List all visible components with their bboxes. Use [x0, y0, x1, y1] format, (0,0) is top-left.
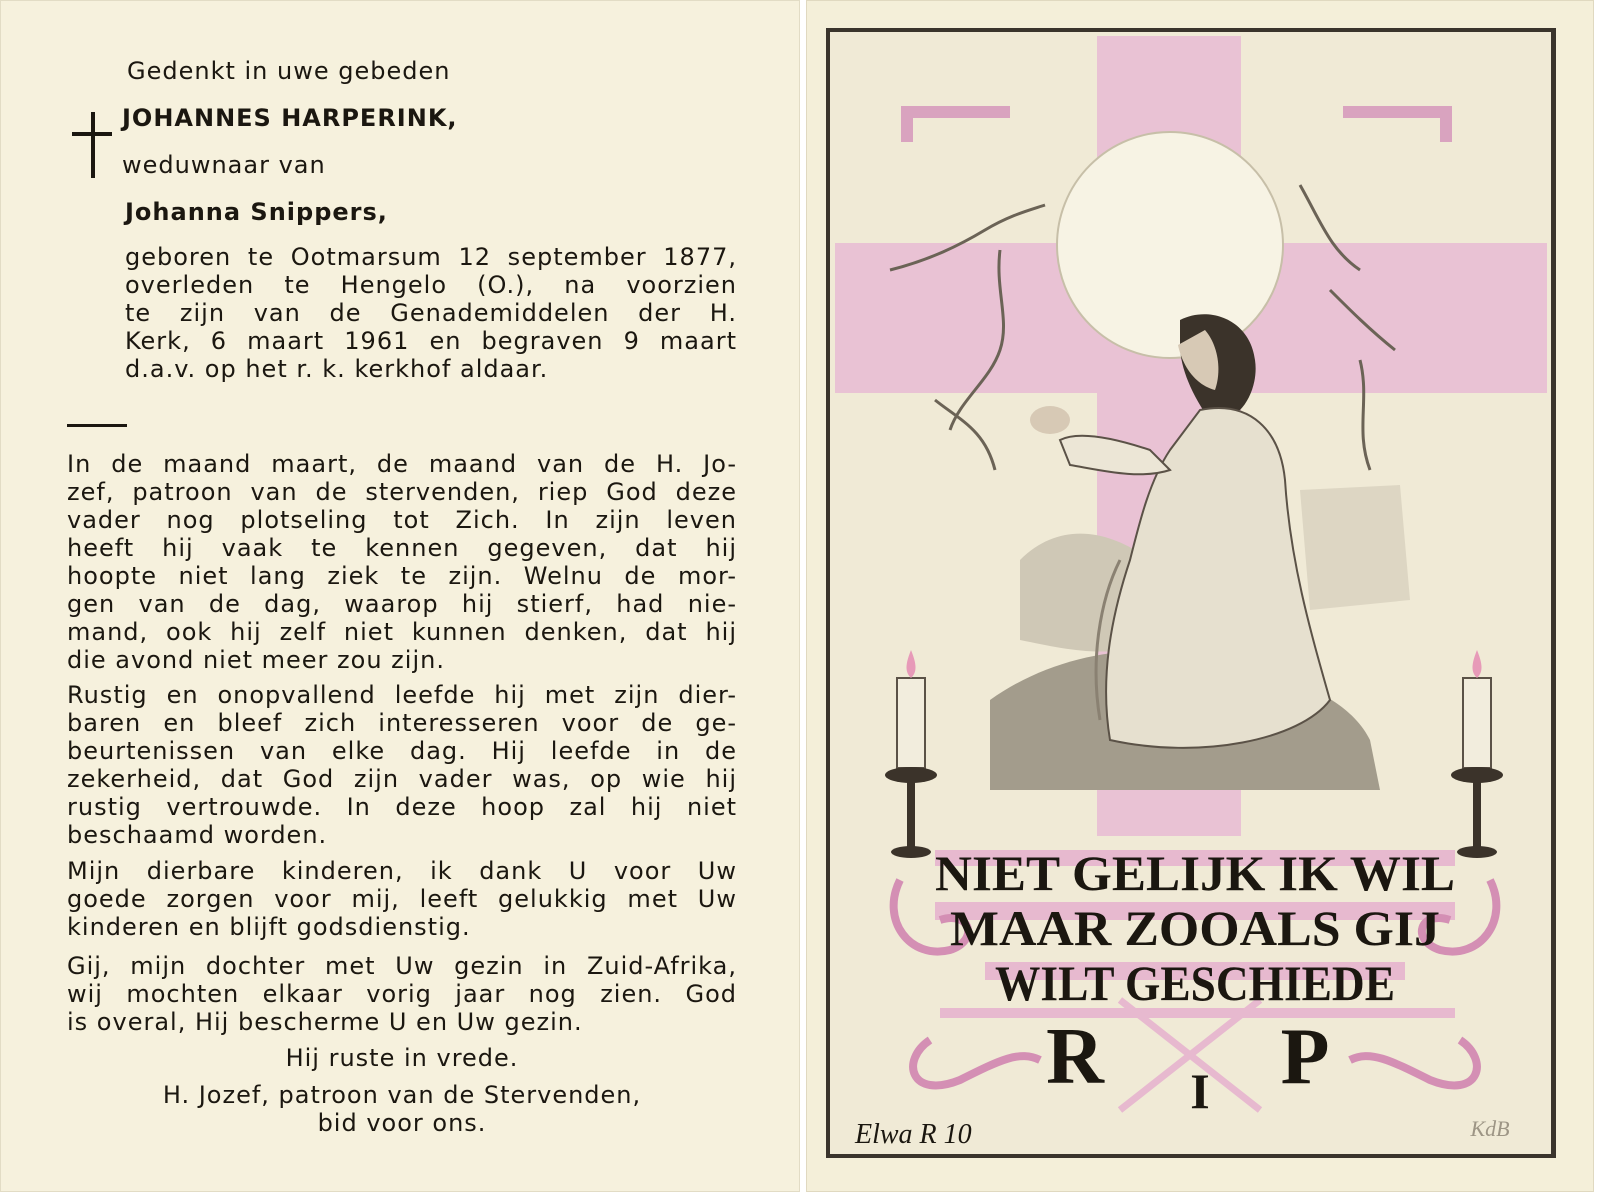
- prayer-line: bid voor ons.: [317, 1109, 487, 1137]
- publisher-mark: Elwa R 10: [855, 1119, 972, 1150]
- artist-mark: KdB: [1470, 1116, 1510, 1141]
- corner-ornament: [901, 106, 1010, 142]
- candle-left: [885, 650, 937, 858]
- text-line: Mijn dierbare kinderen, ik dank U voor Uw: [67, 857, 737, 885]
- motto-line-3: WILT GESCHIEDE: [995, 955, 1395, 1011]
- distant-building: [1300, 485, 1410, 610]
- text-line: baren en bleef zich interesseren voor de ge-: [67, 709, 737, 737]
- text-line: die avond niet meer zou zijn.: [67, 646, 445, 674]
- intro-line: Gedenkt in uwe gebeden: [127, 57, 451, 85]
- text-line: In de maand maart, de maand van de H. Jo-: [67, 450, 737, 478]
- spouse-name: Johanna Snippers,: [125, 198, 388, 226]
- text-line: Rustig en onopvallend leefde hij met zijn dier-: [67, 681, 737, 709]
- text-line: heeft hij vaak te kennen gegeven, dat hij: [67, 534, 737, 562]
- corner-ornament: [1343, 106, 1452, 142]
- closing-line: Hij ruste in vrede.: [285, 1044, 519, 1072]
- deceased-name: JOHANNES HARPERINK,: [122, 104, 458, 132]
- text-line: is overal, Hij bescherme U en Uw gezin.: [67, 1008, 583, 1036]
- bio-line: te zijn van de Genademiddelen der H.: [125, 299, 737, 327]
- ribbon-right-lower: [1350, 1040, 1477, 1085]
- text-line: hoopte niet lang ziek te zijn. Welnu de mor-: [67, 562, 737, 590]
- text-line: wij mochten elkaar vorig jaar nog zien. God: [67, 980, 737, 1008]
- candle-right: [1451, 650, 1503, 858]
- halo: [1057, 132, 1283, 358]
- text-line: rustig vertrouwde. In deze hoop zal hij niet: [67, 793, 737, 821]
- text-line: zekerheid, dat God zijn vader was, op wie hij: [67, 765, 737, 793]
- bio-line: overleden te Hengelo (O.), na voorzien: [125, 271, 737, 299]
- text-line: gen van de dag, waarop hij stierf, had nie-: [67, 590, 737, 618]
- text-line: beurtenissen van elke dag. Hij leefde in de: [67, 737, 737, 765]
- figure-hands: [1030, 406, 1070, 434]
- text-line: vader nog plotseling tot Zich. In zijn leven: [67, 506, 737, 534]
- text-line: zef, patroon van de stervenden, riep God deze: [67, 478, 737, 506]
- bio-line: Kerk, 6 maart 1961 en begraven 9 maart: [125, 327, 737, 355]
- bio-line: geboren te Ootmarsum 12 september 1877,: [125, 243, 737, 271]
- bio-line: d.a.v. op het r. k. kerkhof aldaar.: [125, 355, 549, 383]
- rip-letter-i: I: [1190, 1063, 1210, 1119]
- text-line: mand, ook hij zelf niet kunnen denken, dat hij: [67, 618, 737, 646]
- motto-line-1: NIET GELIJK IK WIL: [935, 845, 1455, 901]
- relation-line: weduwnaar van: [122, 151, 326, 179]
- ribbon-left-lower: [913, 1040, 1040, 1085]
- rip-letter-p: P: [1280, 1013, 1330, 1101]
- rip-letter-r: R: [1046, 1013, 1104, 1101]
- text-line: Gij, mijn dochter met Uw gezin in Zuid-Afrika,: [67, 952, 737, 980]
- prayer-line: H. Jozef, patroon van de Stervenden,: [162, 1081, 642, 1109]
- text-line: goede zorgen voor mij, leeft gelukkig met Uw: [67, 885, 737, 913]
- motto-line-2: MAAR ZOOALS GIJ: [950, 900, 1440, 956]
- text-line: kinderen en blijft godsdienstig.: [67, 913, 471, 941]
- text-line: beschaamd worden.: [67, 821, 328, 849]
